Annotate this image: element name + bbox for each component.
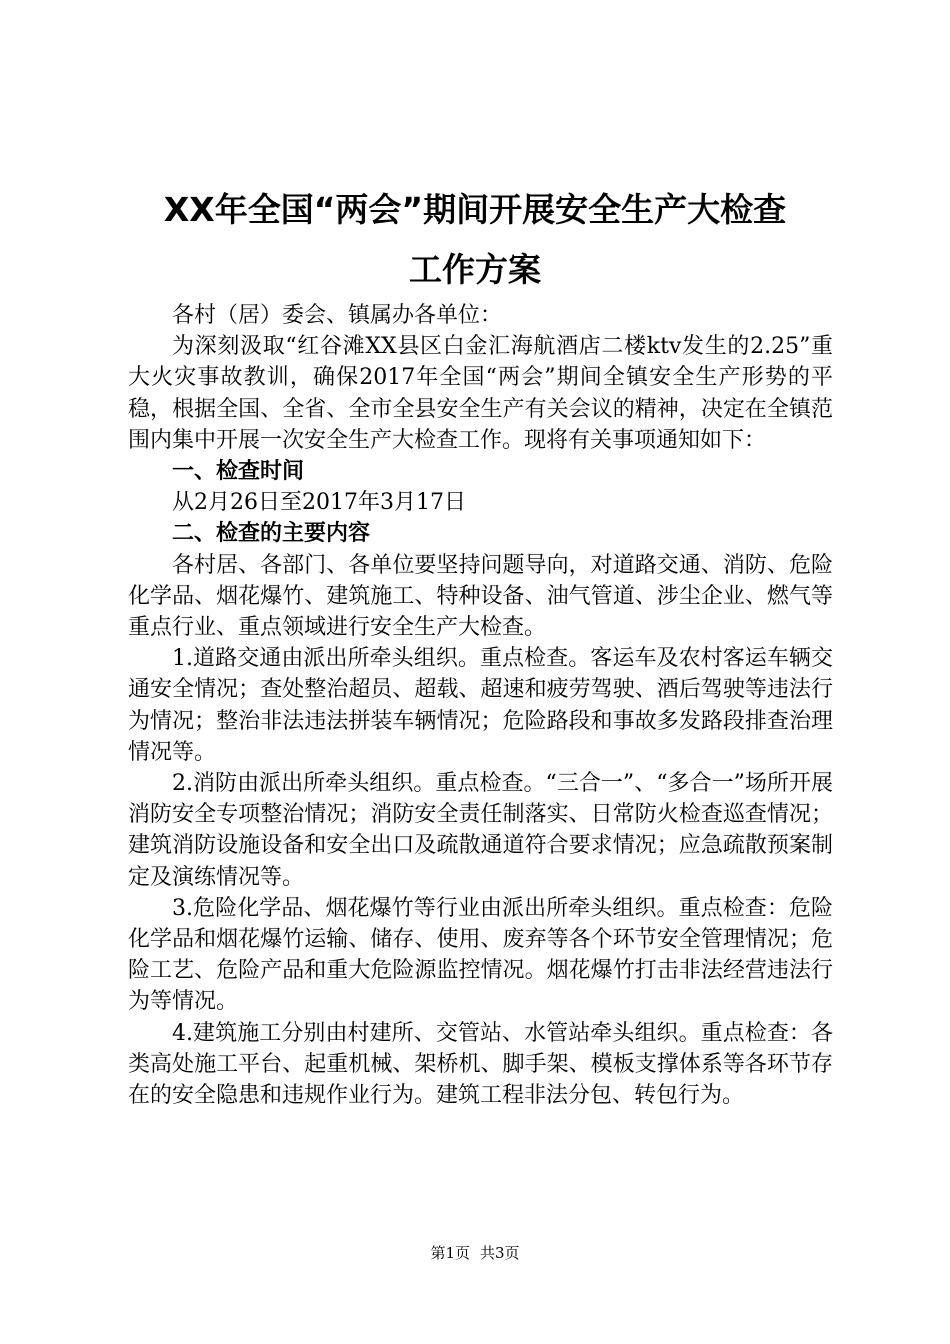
page-footer xyxy=(0,1243,950,1263)
salutation: 各村（居）委会、镇属办各单位： xyxy=(172,303,503,328)
document-title-line1: XX年全国“两会”期间开展安全生产大检查 xyxy=(163,190,787,229)
paragraph-content-overview: 各村居、各部门、各单位要坚持问题导向，对道路交通、消防、危险化学品、烟花爆竹、建筑施工、特种设备、油气管道、涉尘企业、燃气等重点行业、重点领域进行安全生产大检查。 xyxy=(128,552,833,641)
paragraph-intro: 为深刻汲取“红谷滩XX县区白金汇海航酒店二楼ktv发生的2.25”重大火灾事故教训，确保2017年全国“两会”期间全镇安全生产形势的平稳，根据全国、全省、全市全县安全生产有关会议的精神，决定在全镇范围内集中开展一次安全生产大检查工作。现将有关事项通知如下： xyxy=(128,334,833,453)
section-heading-time: 一、检查时间 xyxy=(172,459,305,485)
page-number: 第1页 xyxy=(430,1244,470,1262)
paragraph-item-fire: 2.消防由派出所牵头组织。重点检查。“三合一”、“多合一”场所开展消防安全专项整治情况；消防安全责任制落实、日常防火检查巡查情况；建筑消防设施设备和安全出口及疏散通道符合要求情况；应急疏散预案制定及演练情况等。 xyxy=(128,771,833,890)
document-title-line2: 工作方案 xyxy=(409,250,541,289)
document-body xyxy=(128,300,833,1111)
section-heading-content: 二、检查的主要内容 xyxy=(172,521,371,547)
paragraph-item-chemicals: 3.危险化学品、烟花爆竹等行业由派出所牵头组织。重点检查：危险化学品和烟花爆竹运输、储存、使用、废弃等各个环节安全管理情况；危险工艺、危险产品和重大危险源监控情况。烟花爆竹打击非法经营违法行为等情况。 xyxy=(128,895,833,1015)
paragraph-time: 从2月26日至2017年3月17日 xyxy=(172,490,466,516)
paragraph-item-construction: 4.建筑施工分别由村建所、交管站、水管站牵头组织。重点检查：各类高处施工平台、起重机械、架桥机、脚手架、模板支撑体系等各环节存在的安全隐患和违规作业行为。建筑工程非法分包、转包行为。 xyxy=(128,1020,833,1109)
paragraph-item-traffic: 1.道路交通由派出所牵头组织。重点检查。客运车及农村客运车辆交通安全情况；查处整治超员、超载、超速和疲劳驾驶、酒后驾驶等违法行为情况；整治非法违法拼装车辆情况；危险路段和事故多发路段排查治理情况等。 xyxy=(128,646,833,765)
page-total: 共3页 xyxy=(480,1244,520,1262)
